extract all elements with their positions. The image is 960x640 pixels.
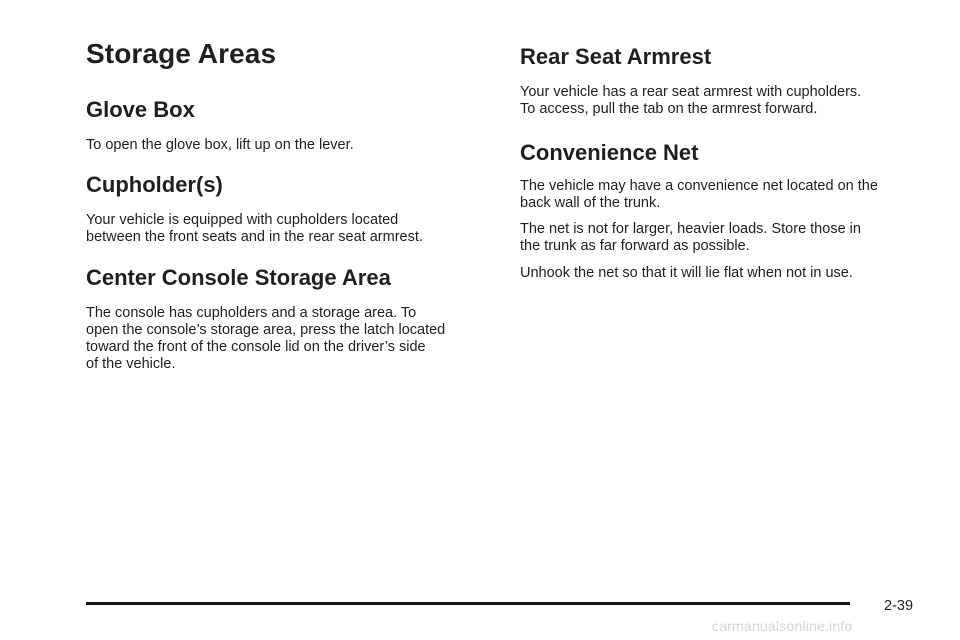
cupholders-text-line2: between the front seats and in the rear seat armrest. xyxy=(86,229,423,245)
page-title: Storage Areas xyxy=(86,38,277,69)
convenience-net-para1-line1: The vehicle may have a convenience net located on the xyxy=(520,178,878,194)
center-console-text-line1: The console has cupholders and a storage area. To xyxy=(86,305,417,321)
center-console-text-line2: open the console’s storage area, press the latch located xyxy=(86,322,446,338)
cupholders-text-line1: Your vehicle is equipped with cupholders located xyxy=(86,212,399,228)
watermark: carmanualsonline.info xyxy=(712,618,853,634)
convenience-net-para2-line1: The net is not for larger, heavier loads. Store those in xyxy=(520,221,861,237)
rear-seat-armrest-heading: Rear Seat Armrest xyxy=(520,44,712,69)
convenience-net-heading: Convenience Net xyxy=(520,140,699,165)
footer-rule xyxy=(86,602,850,605)
rear-seat-armrest-text-line1: Your vehicle has a rear seat armrest with cupholders. xyxy=(520,84,862,100)
glove-box-text: To open the glove box, lift up on the lever. xyxy=(86,137,354,153)
convenience-net-para3: Unhook the net so that it will lie flat when not in use. xyxy=(520,265,853,281)
cupholders-heading: Cupholder(s) xyxy=(86,172,223,197)
glove-box-heading: Glove Box xyxy=(86,97,195,122)
rear-seat-armrest-text-line2: To access, pull the tab on the armrest forward. xyxy=(520,101,818,117)
center-console-text-line3: toward the front of the console lid on the driver’s side xyxy=(86,339,426,355)
page-number: 2-39 xyxy=(884,598,914,614)
center-console-text-line4: of the vehicle. xyxy=(86,356,176,372)
convenience-net-para2-line2: the trunk as far forward as possible. xyxy=(520,238,750,254)
center-console-heading: Center Console Storage Area xyxy=(86,265,391,290)
convenience-net-para1-line2: back wall of the trunk. xyxy=(520,195,661,211)
